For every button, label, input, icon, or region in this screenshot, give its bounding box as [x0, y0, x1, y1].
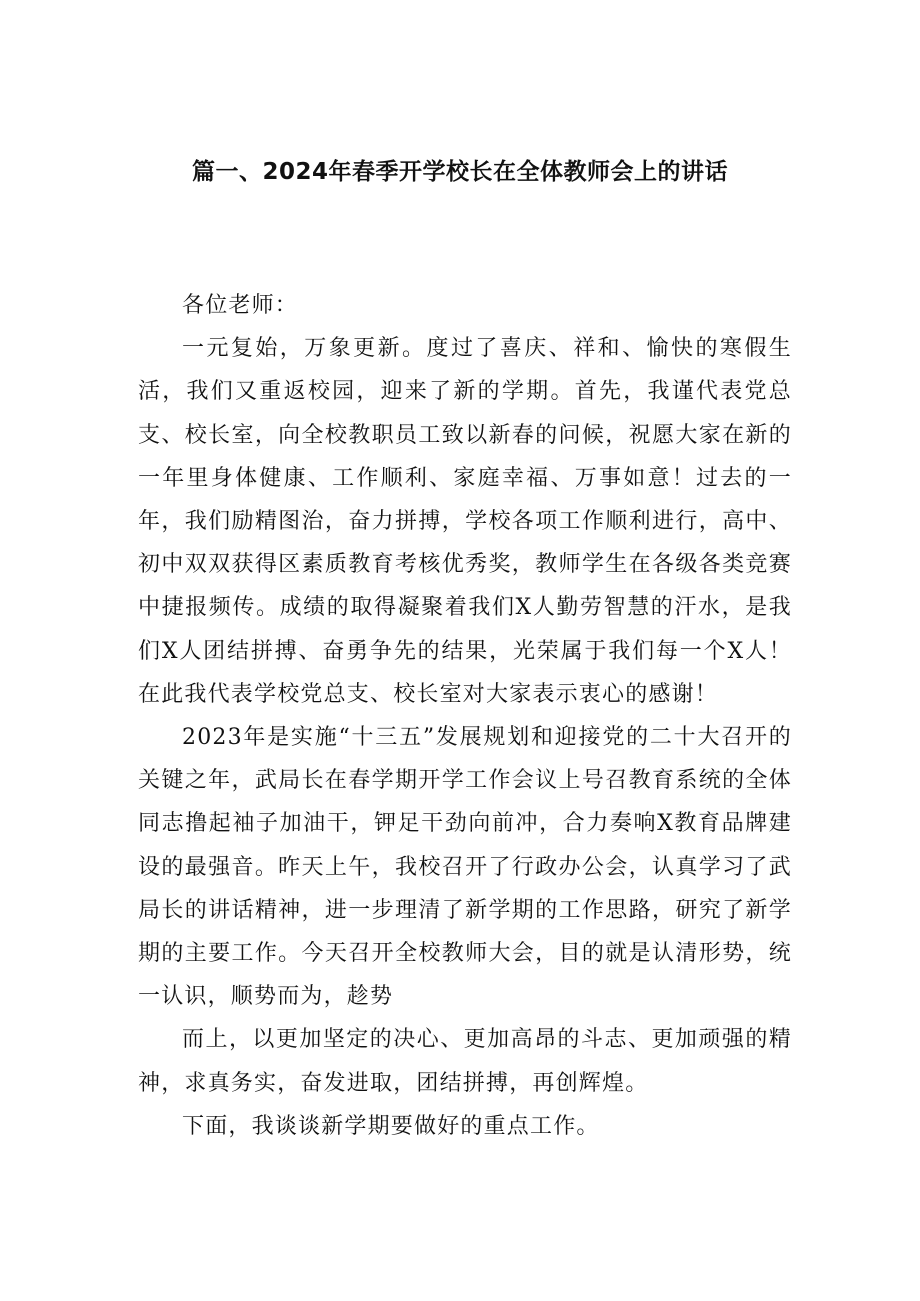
- document-title: 篇一、2024年春季开学校长在全体教师会上的讲话: [191, 159, 728, 185]
- body-paragraph: 一元复始，万象更新。度过了喜庆、祥和、愉快的寒假生活，我们又重返校园，迎来了新的学期。首先，我谨代表党总支、校长室，向全校教职员工致以新春的问候，祝愿大家在新的一年里身体健康、工作顺利、家庭幸福、万事如意！过去的一年，我们励精图治，奋力拼搏，学校各项工作顺利进行，高中、初中双双获得区素质教育考核优秀奖，教师学生在各级各类竞赛中捷报频传。成绩的取得凝聚着我们X人勤劳智慧的汗水，是我们X人团结拼搏、奋勇争先的结果，光荣属于我们每一个X人！在此我代表学校党总支、校长室对大家表示衷心的感谢！: [138, 336, 792, 707]
- greeting-paragraph: 各位老师：: [182, 293, 299, 318]
- document-body: [138, 284, 792, 1148]
- body-paragraph: 2023年是实施“十三五”发展规划和迎接党的二十大召开的关键之年，武局长在春学期开学工作会议上号召教育系统的全体同志撸起袖子加油干，钾足干劲向前冲，合力奏响X教育品牌建设的最强音。昨天上午，我校召开了行政办公会，认真学习了武局长的讲话精神，进一步理清了新学期的工作思路，研究了新学期的主要工作。今天召开全校教师大会，目的就是认清形势，统一认识，顺势而为，趁势: [138, 725, 792, 1010]
- body-paragraph: 下面，我谈谈新学期要做好的重点工作。: [182, 1113, 600, 1139]
- body-paragraph: 而上，以更加坚定的决心、更加高昂的斗志、更加顽强的精神，求真务实，奋发进取，团结拼搏，再创辉煌。: [138, 1027, 792, 1096]
